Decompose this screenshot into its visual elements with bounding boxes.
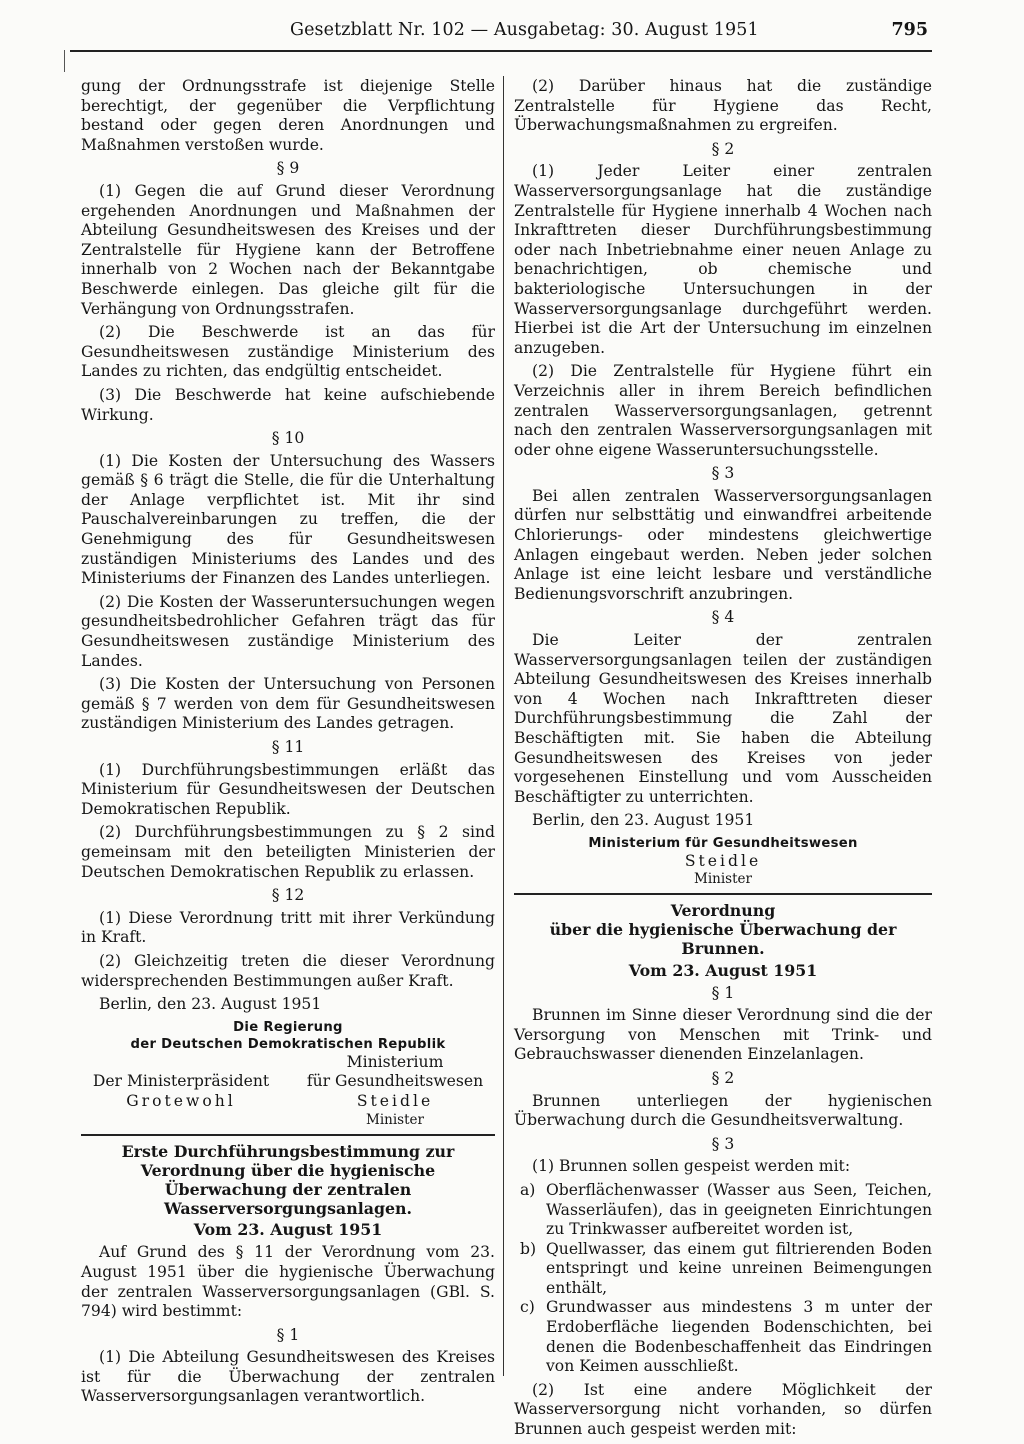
paragraph: (1) Diese Verordnung tritt mit ihrer Verkündung in Kraft.	[81, 908, 495, 947]
paragraph: (2) Die Kosten der Wasseruntersuchungen wegen gesundheitsbedrohlicher Gefahren trägt das für Gesundheitswesen zuständige Ministerium des Landes.	[81, 592, 495, 670]
ministry-line-2: für Gesundheitswesen	[306, 1072, 484, 1091]
header-title: Gesetzblatt Nr. 102 — Ausgabetag: 30. August 1951	[290, 20, 759, 40]
government-line-1: Die Regierung	[233, 1019, 343, 1035]
paragraph: (2) Die Zentralstelle für Hygiene führt ein Verzeichnis aller in ihrem Bereich befindlichen zentralen Wasserversorgungsanlagen, getrennt nach den zentralen Wasserversorgungsanlagen mit oder ohne eigene Wasseruntersuchungsstelle.	[514, 362, 932, 459]
section-heading-2: § 2	[711, 1068, 735, 1087]
paragraph: (1) Brunnen sollen gespeist werden mit:	[532, 1157, 851, 1176]
ministry-line-1: Ministerium	[346, 1052, 444, 1071]
signatory-title: Minister	[694, 870, 752, 887]
separator-rule	[514, 893, 932, 895]
government-line-2: der Deutschen Demokratischen Republik	[130, 1036, 446, 1052]
signature-row	[81, 1112, 495, 1128]
paragraph: (2) Durchführungsbestimmungen zu § 2 sind gemeinsam mit den beteiligten Ministerien der Deutschen Demokratischen Republik zu erlassen.	[81, 823, 495, 881]
paragraph: (1) Gegen die auf Grund dieser Verordnung ergehenden Anordnungen und Maßnahmen der Abteilung Gesundheitswesen des Kreises und der Zentralstelle für Hygiene kann der Betroffene innerhalb von 2 Wochen nach der Bekanntgabe Beschwerde einlegen. Das gleiche gilt für die Verhängung von Ordnungsstrafen.	[81, 181, 495, 318]
document-date: Vom 23. August 1951	[628, 960, 818, 980]
column-rule	[503, 76, 504, 1376]
document-date: Vom 23. August 1951	[193, 1220, 383, 1240]
paragraph: (1) Jeder Leiter einer zentralen Wasserversorgungsanlage hat die zuständige Zentralstelle für Hygiene innerhalb 4 Wochen nach Inkrafttreten dieser Durchführungsbestimmung oder nach Inbetriebnahme einer neuen Anlage zu benachrichtigen, ob chemische und bakteriologische Untersuchungen in der Wasserversorgungsanlage durchgeführt werden. Hierbei ist die Art der Untersuchung im einzelnen anzugeben.	[514, 162, 932, 357]
section-heading-12: § 12	[271, 886, 305, 905]
left-column	[81, 77, 495, 1411]
document-title: Erste Durchführungsbestimmung zur Verordnung über die hygienische Überwachung der zentralen Wasserversorgungsanlagen.	[121, 1141, 455, 1219]
paragraph: (1) Die Abteilung Gesundheitswesen des Kreises ist für die Überwachung der zentralen Wasserversorgungsanlagen verantwortlich.	[81, 1348, 495, 1406]
signature-row	[81, 1092, 495, 1112]
place-date: Berlin, den 23. August 1951	[99, 995, 322, 1014]
paragraph: (2) Ist eine andere Möglichkeit der Wasserversorgung nicht vorhanden, so dürfen Brunnen auch gespeist werden mit:	[514, 1380, 932, 1439]
place-date: Berlin, den 23. August 1951	[532, 811, 755, 830]
document-title-line-1: Verordnung	[670, 900, 776, 920]
paragraph: (3) Die Kosten der Untersuchung von Personen gemäß § 7 werden von dem für Gesundheitswesen zuständigen Ministerium des Landes getragen.	[81, 675, 495, 733]
signature-row	[81, 1072, 495, 1092]
section-heading-10: § 10	[271, 429, 305, 448]
paragraph: (2) Die Beschwerde ist an das für Gesundheitswesen zuständige Ministerium des Landes zu richten, das endgültig entscheidet.	[81, 323, 495, 381]
list-item-label: a)	[520, 1180, 536, 1199]
signatory-name: Steidle	[684, 851, 762, 870]
list-item-label: b)	[520, 1239, 537, 1258]
section-heading-2: § 2	[711, 139, 735, 158]
paragraph: (1) Die Kosten der Untersuchung des Wassers gemäß § 6 trägt die Stelle, die für die Unterhaltung der Anlage verpflichtet ist. Mit ihr sind Pauschalvereinbarungen zu treffen, die der Genehmigung des für Gesundheitswesen zuständigen Ministeriums des Landes und des Ministeriums der Finanzen des Landes unterliegen.	[81, 451, 495, 588]
paragraph: Die Leiter der zentralen Wasserversorgungsanlagen teilen der zuständigen Abteilung Gesundheitswesen des Kreises innerhalb von 4 Wochen nach Inkrafttreten dieser Durchführungsbestimmung die Zahl der Beschäftigten mit. Sie haben die Abteilung Gesundheitswesen des Kreises von jeder vorgesehenen Einstellung und vom Ausscheiden Beschäftigter zu unterrichten.	[514, 631, 932, 806]
ministry-heading: Ministerium für Gesundheitswesen	[588, 835, 858, 851]
paragraph: Brunnen im Sinne dieser Verordnung sind die der Versorgung von Menschen mit Trink- und Gebrauchswasser dienenden Einzelanlagen.	[514, 1006, 932, 1064]
paragraph: Bei allen zentralen Wasserversorgungsanlagen dürfen nur selbsttätig und einwandfrei arbeitende Chlorierungs- oder mindestens gleichwertige Anlagen eingebaut werden. Neben jeder solchen Anlage ist eine leicht lesbare und verständliche Bedienungsvorschrift anzubringen.	[514, 486, 932, 603]
document-title-line-2: über die hygienische Überwachung der Brunnen.	[549, 920, 897, 959]
left-signatory-title: Der Ministerpräsident	[92, 1072, 270, 1091]
list-item	[514, 1298, 932, 1376]
paragraph: (3) Die Beschwerde hat keine aufschiebende Wirkung.	[81, 385, 495, 424]
page-number: 795	[891, 20, 928, 40]
section-heading-1: § 1	[711, 983, 735, 1002]
paragraph: Brunnen unterliegen der hygienischen Überwachung durch die Gesundheitsverwaltung.	[514, 1091, 932, 1130]
list-item	[514, 1181, 932, 1240]
list-item-text: Quellwasser, das einem gut filtrierenden Boden entspringt und keine unreinen Beimengungen enthält,	[546, 1239, 932, 1297]
margin-mark	[64, 50, 65, 72]
signature-row	[81, 1053, 495, 1073]
section-heading-3: § 3	[711, 464, 735, 483]
page-header	[70, 20, 932, 52]
list-item	[514, 1240, 932, 1299]
list-item-label: c)	[520, 1298, 535, 1317]
section-heading-11: § 11	[271, 738, 305, 756]
paragraph: (2) Gleichzeitig treten die dieser Verordnung widersprechenden Bestimmungen außer Kraft.	[81, 951, 495, 990]
list-item-text: Grundwasser aus mindestens 3 m unter der Erdoberfläche liegenden Bodenschichten, bei denen die Bodenbeschaffenheit das Eindringen von Keimen ausschließt.	[546, 1298, 932, 1376]
left-signatory-name: Grotewohl	[126, 1091, 236, 1110]
right-column	[514, 77, 932, 1444]
paragraph: (2) Darüber hinaus hat die zuständige Zentralstelle für Hygiene das Recht, Überwachungsmaßnahmen zu ergreifen.	[514, 77, 932, 135]
section-heading-1: § 1	[276, 1325, 300, 1344]
paragraph: (1) Durchführungsbestimmungen erläßt das Ministerium für Gesundheitswesen der Deutschen Demokratischen Republik.	[81, 760, 495, 818]
list-item-text: Oberflächenwasser (Wasser aus Seen, Teichen, Wasserläufen), das in geeigneten Einrichtungen zu Trinkwasser aufbereitet worden ist,	[546, 1180, 932, 1239]
separator-rule	[81, 1134, 495, 1136]
right-signatory-title: Minister	[366, 1111, 424, 1128]
section-heading-9: § 9	[276, 159, 300, 178]
section-heading-4: § 4	[711, 608, 735, 627]
right-signatory-name: Steidle	[356, 1091, 434, 1110]
paragraph-continuation: gung der Ordnungsstrafe ist diejenige Stelle berechtigt, der gegenüber die Verpflichtung bestand oder gegen deren Anordnungen und Maßnahmen verstoßen wurde.	[81, 77, 495, 154]
paragraph: Auf Grund des § 11 der Verordnung vom 23. August 1951 über die hygienische Überwachung der zentralen Wasserversorgungsanlagen (GBl. S. 794) wird bestimmt:	[81, 1243, 495, 1321]
section-heading-3: § 3	[711, 1134, 735, 1153]
